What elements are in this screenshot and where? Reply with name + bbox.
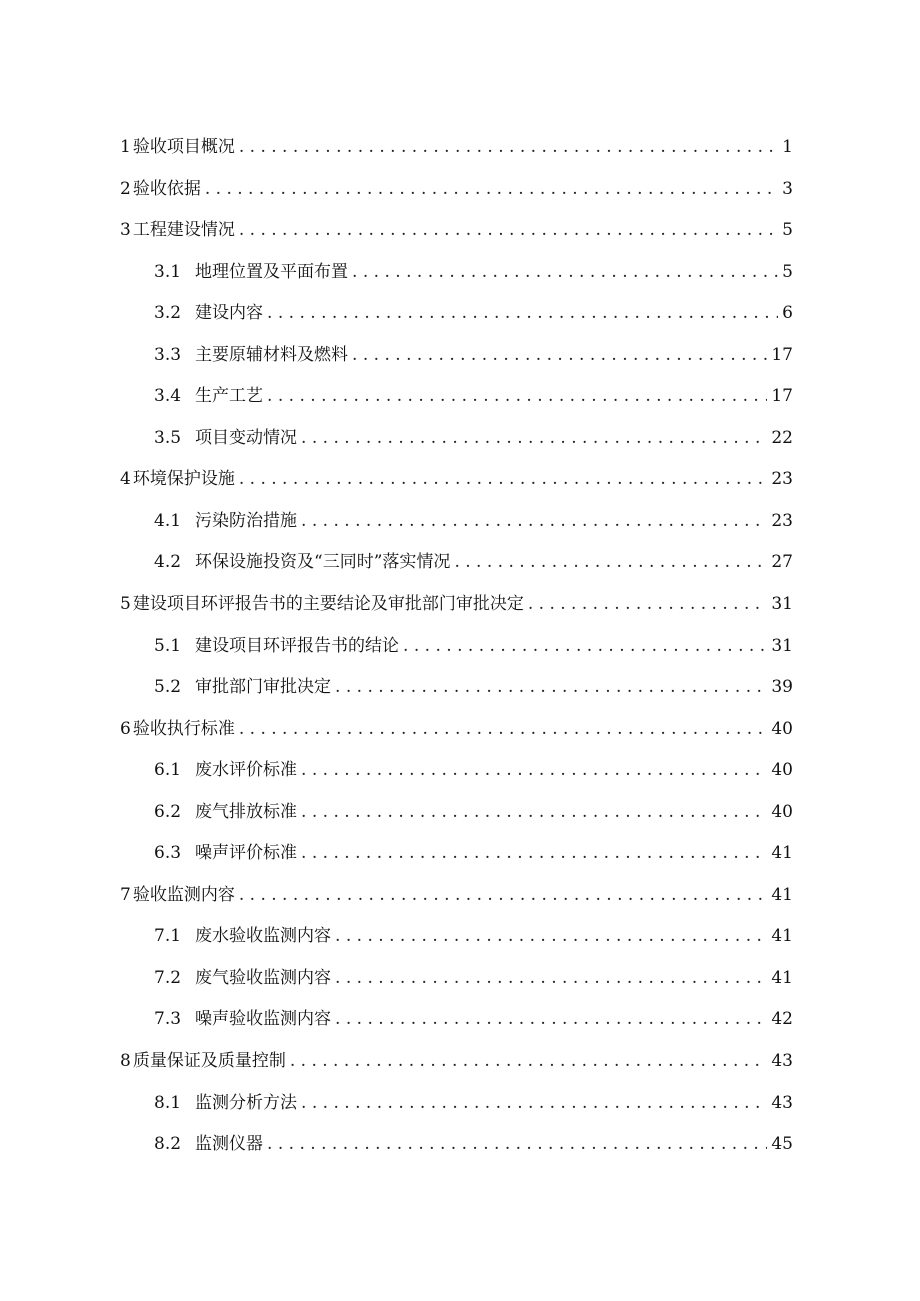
toc-number: 3.5 <box>154 427 182 448</box>
toc-number: 3.3 <box>154 344 182 365</box>
toc-subentry[interactable] <box>120 252 793 294</box>
toc-title: 环境保护设施 <box>132 469 235 490</box>
toc-subentry[interactable] <box>120 1083 793 1125</box>
toc-entry[interactable] <box>120 459 793 501</box>
toc-subentry[interactable] <box>120 376 793 418</box>
toc-number: 4 <box>120 469 131 490</box>
toc-title: 噪声评价标准 <box>195 843 298 864</box>
toc-subentry[interactable] <box>120 750 793 792</box>
toc-title: 验收项目概况 <box>132 137 235 157</box>
toc-title: 监测分析方法 <box>195 1092 298 1113</box>
toc-number: 7.1 <box>154 926 182 947</box>
toc-title: 废气验收监测内容 <box>195 967 332 988</box>
toc-title: 废水评价标准 <box>195 760 298 781</box>
toc-page-number: 17 <box>771 386 793 407</box>
toc-page-number: 31 <box>771 635 793 656</box>
toc-title: 验收依据 <box>132 178 201 199</box>
toc-entry[interactable] <box>120 1041 793 1083</box>
toc-subentry[interactable] <box>120 626 793 668</box>
toc-entry[interactable] <box>120 210 793 252</box>
dot-leader <box>301 501 767 543</box>
toc-title: 验收监测内容 <box>132 884 235 905</box>
toc-subentry[interactable] <box>120 792 793 834</box>
toc-page-number: 23 <box>771 510 793 531</box>
toc-page-number: 6 <box>782 303 793 324</box>
toc-title: 质量保证及质量控制 <box>132 1051 286 1072</box>
dot-leader <box>239 709 768 751</box>
toc-entry[interactable] <box>120 169 793 211</box>
dot-leader <box>352 252 778 294</box>
toc-number: 6.2 <box>154 801 182 822</box>
toc-number: 8 <box>120 1051 131 1072</box>
toc-entry[interactable] <box>120 584 793 626</box>
dot-leader <box>267 376 767 418</box>
toc-number: 5.1 <box>154 635 182 656</box>
toc-page-number: 22 <box>771 427 793 448</box>
toc-number: 6.1 <box>154 760 182 781</box>
toc-page-number: 39 <box>771 677 793 698</box>
dot-leader <box>205 169 778 211</box>
toc-title: 地理位置及平面布置 <box>195 261 349 282</box>
dot-leader <box>239 210 778 252</box>
dot-leader <box>352 335 767 377</box>
toc-subentry[interactable] <box>120 542 793 584</box>
dot-leader <box>239 875 768 917</box>
toc-number: 2 <box>120 178 131 199</box>
dot-leader <box>454 542 767 584</box>
toc-number: 6.3 <box>154 843 182 864</box>
toc-number: 4.1 <box>154 510 182 531</box>
toc-page-number: 41 <box>771 967 793 988</box>
dot-leader <box>301 1083 767 1125</box>
toc-number: 3.2 <box>154 303 182 324</box>
toc-title: 环保设施投资及“三同时”落实情况 <box>195 552 451 573</box>
toc-number: 8.1 <box>154 1092 182 1113</box>
toc-number: 1 <box>120 137 131 157</box>
toc-page-number: 45 <box>771 1134 793 1155</box>
toc-page-number: 40 <box>771 760 793 781</box>
dot-leader <box>239 127 778 169</box>
toc-subentry[interactable] <box>120 958 793 1000</box>
toc-page-number: 40 <box>771 801 793 822</box>
toc-subentry[interactable] <box>120 501 793 543</box>
toc-entry[interactable] <box>120 875 793 917</box>
dot-leader <box>335 667 767 709</box>
toc-number: 5 <box>120 594 131 615</box>
dot-leader <box>290 1041 768 1083</box>
toc-number: 8.2 <box>154 1134 182 1155</box>
toc-page-number: 41 <box>771 843 793 864</box>
toc-number: 4.2 <box>154 552 182 573</box>
dot-leader <box>335 916 767 958</box>
toc-page-number: 31 <box>771 594 793 615</box>
table-of-contents <box>120 127 793 1166</box>
toc-number: 7.3 <box>154 1009 182 1030</box>
toc-number: 7.2 <box>154 967 182 988</box>
toc-title: 监测仪器 <box>195 1134 264 1155</box>
toc-page-number: 40 <box>771 718 793 739</box>
toc-page-number: 23 <box>771 469 793 490</box>
toc-title: 工程建设情况 <box>132 220 235 241</box>
dot-leader <box>301 750 767 792</box>
toc-subentry[interactable] <box>120 999 793 1041</box>
toc-title: 废水验收监测内容 <box>195 926 332 947</box>
toc-number: 7 <box>120 884 131 905</box>
dot-leader <box>335 958 767 1000</box>
dot-leader <box>239 459 768 501</box>
dot-leader <box>403 626 767 668</box>
toc-entry[interactable] <box>120 709 793 751</box>
toc-number: 3.4 <box>154 386 182 407</box>
toc-number: 5.2 <box>154 677 182 698</box>
toc-title: 项目变动情况 <box>195 427 298 448</box>
toc-title: 噪声验收监测内容 <box>195 1009 332 1030</box>
toc-subentry[interactable] <box>120 667 793 709</box>
toc-title: 建设内容 <box>195 303 264 324</box>
toc-subentry[interactable] <box>120 833 793 875</box>
toc-subentry[interactable] <box>120 916 793 958</box>
toc-number: 6 <box>120 718 131 739</box>
toc-page-number: 1 <box>782 137 793 157</box>
toc-title: 主要原辅材料及燃料 <box>195 344 349 365</box>
dot-leader <box>301 792 767 834</box>
dot-leader <box>335 999 767 1041</box>
toc-title: 废气排放标准 <box>195 801 298 822</box>
toc-title: 生产工艺 <box>195 386 264 407</box>
toc-title: 建设项目环评报告书的结论 <box>195 635 400 656</box>
toc-page-number: 43 <box>771 1051 793 1072</box>
toc-page-number: 42 <box>771 1009 793 1030</box>
dot-leader <box>267 293 778 335</box>
toc-subentry[interactable] <box>120 335 793 377</box>
toc-title: 验收执行标准 <box>132 718 235 739</box>
toc-subentry[interactable] <box>120 418 793 460</box>
toc-page-number: 41 <box>771 884 793 905</box>
toc-title: 污染防治措施 <box>195 510 298 531</box>
toc-title: 审批部门审批决定 <box>195 677 332 698</box>
toc-page-number: 5 <box>782 220 793 241</box>
toc-page-number: 17 <box>771 344 793 365</box>
toc-entry[interactable] <box>120 127 793 169</box>
dot-leader <box>301 833 767 875</box>
toc-page-number: 5 <box>782 261 793 282</box>
toc-page-number: 3 <box>782 178 793 199</box>
dot-leader <box>267 1124 767 1166</box>
toc-number: 3.1 <box>154 261 182 282</box>
toc-page-number: 27 <box>771 552 793 573</box>
toc-title: 建设项目环评报告书的主要结论及审批部门审批决定 <box>132 594 524 615</box>
toc-page-number: 43 <box>771 1092 793 1113</box>
toc-page-number: 41 <box>771 926 793 947</box>
toc-number: 3 <box>120 220 131 241</box>
dot-leader <box>528 584 768 626</box>
toc-subentry[interactable] <box>120 293 793 335</box>
toc-subentry[interactable] <box>120 1124 793 1166</box>
dot-leader <box>301 418 767 460</box>
